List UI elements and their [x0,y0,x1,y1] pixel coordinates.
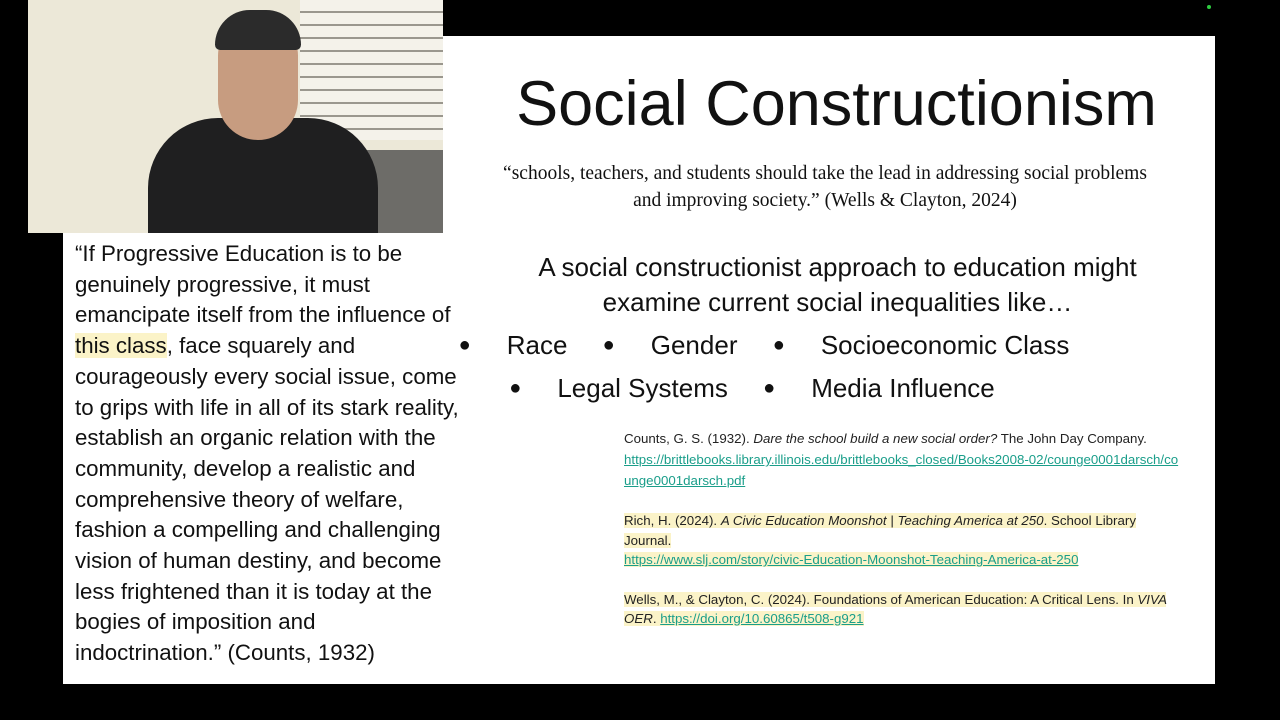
highlighted-text: this class [75,333,167,359]
reference-counts [624,428,1184,491]
bullet-item: ● Socioeconomic Class [772,330,1070,360]
ref-link[interactable]: https://brittlebooks.library.illinois.edu/brittlebooks_closed/Books2008-02/counge0001darsch/counge0001darsch.pdf [624,452,1179,488]
reference-wells [624,590,1184,629]
ref-title: A Civic Education Moonshot | Teaching America at 250 [720,513,1044,528]
quote-line: emancipate itself from the influence of [75,302,451,328]
bullet-item: ● Legal Systems [509,373,728,403]
bullet-label: Socioeconomic Class [820,330,1070,360]
ref-text: The John Day Company. [997,431,1147,446]
bullet-item: ● Gender [602,330,738,360]
slide-title: Social Constructionism [516,69,1157,139]
ref-link[interactable]: https://www.slj.com/story/civic-Education-Moonshot-Teaching-America-at-250 [624,552,1079,567]
quote-line: indoctrination.” (Counts, 1932) [75,640,375,666]
presenter-cap [215,10,301,50]
counts-quote [75,239,459,669]
quote-line: courageously every social issue, come [75,363,457,389]
bullet-label: Gender [650,330,738,360]
bullet-label: Race [506,330,568,360]
quote-text: , face squarely and [166,333,356,359]
references [624,428,1184,649]
quote-line: to grips with life in all of its stark reality, [75,394,459,420]
quote-line: establish an organic relation with the [75,425,436,451]
ref-text: Rich, H. (2024). [624,513,721,528]
ref-title: VIVA OER [624,591,1167,626]
quote-line: genuinely progressive, it must [75,271,370,297]
ref-title: Dare the school build a new social order? [753,431,998,446]
quote-line: fashion a compelling and challenging [75,517,441,543]
definition-quote: “schools, teachers, and students should take the lead in addressing social problems and improving society.” (Wells & Clayton, 2024) [503,163,1147,211]
quote-line: bogies of imposition and [75,609,316,635]
quote-line: less frightened than it is today at the [75,578,432,604]
recording-indicator-icon [1207,5,1211,9]
quote-line: comprehensive theory of welfare, [75,486,404,512]
bullet-label: Media Influence [811,373,995,403]
ref-text: Counts, G. S. (1932). [624,431,754,446]
ref-text: . School Library Journal. [624,513,1136,548]
reference-rich [624,511,1184,570]
bullet-item: ● Media Influence [763,373,995,403]
bullet-item: ● Race [458,330,568,360]
ref-text: . [652,611,661,626]
ref-link[interactable]: https://doi.org/10.60865/t508-g921 [660,611,864,626]
bullet-row-2 [240,373,1264,404]
ref-text: Wells, M., & Clayton, C. (2024). Foundations of American Education: A Critical Lens. In [624,591,1138,607]
webcam-video [28,0,443,233]
quote-line: community, develop a realistic and [75,455,416,481]
bullet-label: Legal Systems [557,373,728,403]
bullet-row-1 [252,330,1276,361]
intro-text: A social constructionist approach to education might examine current social inequalities like… [538,252,1137,317]
quote-line: “If Progressive Education is to be [75,241,403,266]
quote-line: vision of human destiny, and become [75,548,442,574]
